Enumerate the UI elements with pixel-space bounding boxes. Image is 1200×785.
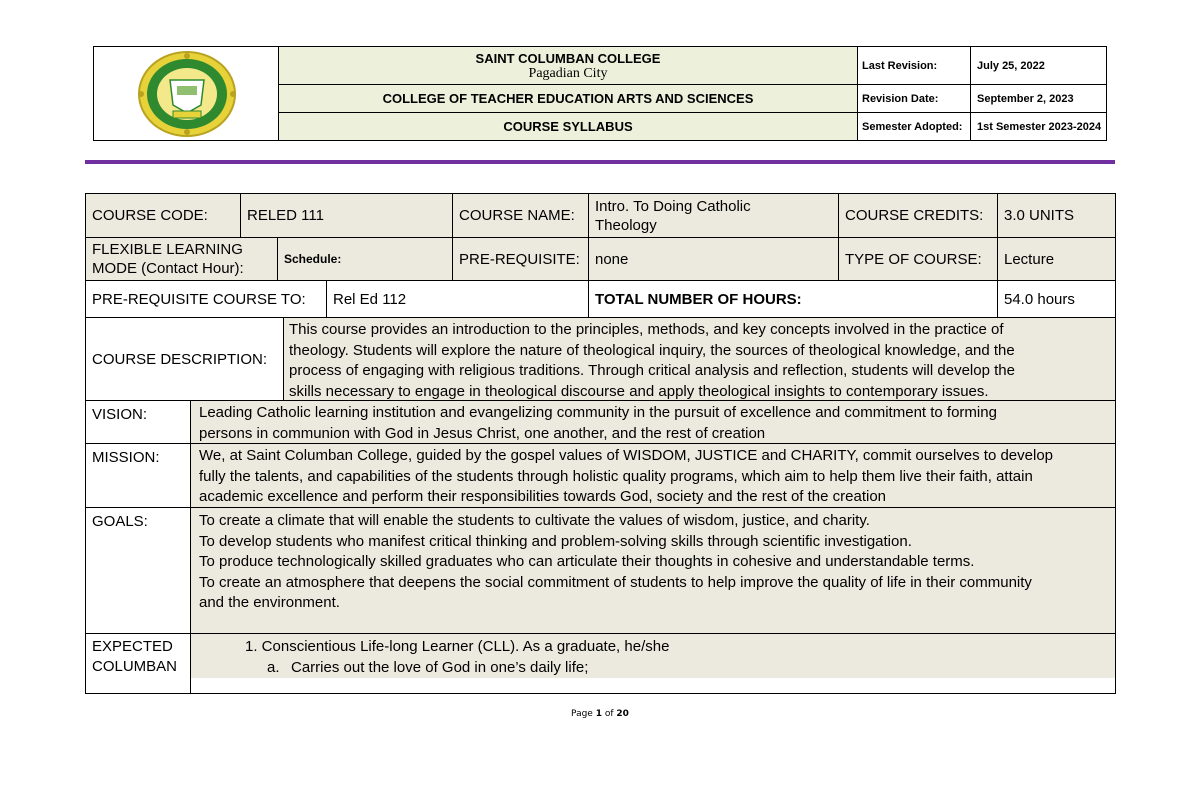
description-line: This course provides an introduction to the principles, methods, and key concepts involved in the practice of [289, 321, 1004, 338]
prereq-value-cell [588, 237, 839, 281]
course-type-label-cell [838, 237, 998, 281]
college-name: COLLEGE OF TEACHER EDUCATION ARTS AND SCIENCES [382, 91, 754, 106]
total-hours-value: 54.0 hours [1004, 290, 1075, 308]
course-credits-label-cell [838, 193, 998, 238]
vision-line: Leading Catholic learning institution and evangelizing community in the pursuit of excellence and commitment to forming [199, 404, 997, 421]
revision-date-label: Revision Date: [862, 92, 939, 105]
revision-date-value: September 2, 2023 [977, 92, 1074, 105]
last-revision-label: Last Revision: [862, 59, 938, 72]
learning-mode-label-2: MODE (Contact Hour): [92, 260, 244, 277]
college-cell [278, 84, 858, 113]
last-revision-value: July 25, 2022 [977, 59, 1045, 72]
prereq-label: PRE-REQUISITE: [459, 250, 580, 268]
goals-label: GOALS: [92, 513, 148, 530]
doc-type-cell [278, 112, 858, 141]
course-code-label-cell [85, 193, 241, 238]
page-of-label: of [604, 709, 614, 719]
description-line: skills necessary to engage in theological discourse and apply theological insights to contemporary issues. [289, 382, 989, 400]
goal-line: To produce technologically skilled graduates who can articulate their thoughts in cohesive and understandable terms. [199, 553, 975, 570]
school-name: SAINT COLUMBAN COLLEGE [475, 50, 661, 66]
goal-line: To create an atmosphere that deepens the social commitment of students to help improve the quality of life in their community [199, 573, 1032, 591]
mission-line: fully the talents, and capabilities of the students through holistic quality programs, which aim to help them live their faith, attain [199, 467, 1033, 485]
mission-text-cell [190, 443, 1116, 508]
last-revision-value-cell [970, 46, 1107, 85]
goal-line: To create a climate that will enable the students to cultivate the values of wisdom, justice, and charity. [199, 512, 870, 529]
total-hours-value-cell [997, 280, 1116, 318]
goal-line: and the environment. [199, 594, 340, 611]
prereq-to-label-cell [85, 280, 327, 318]
expected-text-cell [190, 633, 1116, 694]
school-title-cell [278, 46, 858, 85]
header-divider [85, 160, 1115, 164]
prereq-to-value-cell [326, 280, 589, 318]
expected-label-2: COLUMBAN [92, 658, 178, 675]
course-credits-value: 3.0 UNITS [1004, 207, 1075, 224]
expected-sub-a-marker: a. [267, 659, 280, 676]
course-credits-value-cell [997, 193, 1116, 238]
description-line: process of engaging with religious traditions. Through critical analysis and reflection, students will develop the [289, 362, 1015, 379]
schedule-cell [277, 237, 453, 281]
description-label-cell [85, 317, 284, 401]
expected-label-1: EXPECTED [92, 638, 173, 655]
course-name-value-cell [588, 193, 839, 238]
mission-label-cell [85, 443, 191, 508]
expected-sub-a-text: Carries out the love of God in one’s daily life; [291, 659, 589, 676]
total-hours-label-cell [588, 280, 998, 318]
course-name-label-cell [452, 193, 589, 238]
page-number: 1 [595, 709, 602, 719]
vision-label-cell [85, 400, 191, 444]
course-type-value: Lecture [1004, 250, 1055, 268]
vision-label: VISION: [92, 406, 148, 423]
mission-line: academic excellence and perform their responsibilities towards God, society and the rest of the creation [199, 488, 887, 505]
course-type-label: TYPE OF COURSE: [845, 250, 982, 268]
course-code-value: RELED 111 [247, 207, 324, 224]
vision-line: persons in communion with God in Jesus Christ, one another, and the rest of creation [199, 424, 766, 442]
semester-label: Semester Adopted: [862, 120, 963, 133]
schedule-label: Schedule: [284, 252, 342, 266]
page-footer [0, 709, 1200, 719]
total-pages: 20 [616, 709, 629, 719]
course-credits-label: COURSE CREDITS: [845, 207, 984, 224]
prereq-label-cell [452, 237, 589, 281]
goals-label-cell [85, 507, 191, 634]
total-hours-label: TOTAL NUMBER OF HOURS: [595, 290, 802, 308]
course-code-label: COURSE CODE: [92, 207, 208, 224]
doc-type: COURSE SYLLABUS [503, 119, 633, 134]
prereq-value: none [595, 250, 629, 268]
school-city: Pagadian City [528, 65, 608, 81]
course-type-value-cell [997, 237, 1116, 281]
course-name-line-1: Intro. To Doing Catholic [595, 197, 751, 215]
description-line: theology. Students will explore the nature of theological inquiry, the sources of theological knowledge, and the [289, 341, 1015, 359]
prereq-to-value: Rel Ed 112 [333, 290, 407, 308]
description-text-cell [283, 317, 1116, 401]
revision-date-label-cell [857, 84, 971, 113]
logo-cell [93, 46, 279, 141]
semester-label-cell [857, 112, 971, 141]
course-name-line-2: Theology [595, 216, 657, 234]
course-name-label: COURSE NAME: [459, 207, 575, 224]
learning-mode-label-1: FLEXIBLE LEARNING [92, 241, 243, 258]
expected-item-1: 1. Conscientious Life-long Learner (CLL). As a graduate, he/she [245, 638, 670, 655]
description-label: COURSE DESCRIPTION: [92, 350, 268, 368]
mission-line: We, at Saint Columban College, guided by the gospel values of WISDOM, JUSTICE and CHARITY, commit ourselves to develop [199, 447, 1054, 464]
vision-text-cell [190, 400, 1116, 444]
prereq-to-label: PRE-REQUISITE COURSE TO: [92, 290, 306, 308]
learning-mode-label-cell [85, 237, 278, 281]
school-seal [137, 50, 237, 138]
goals-text-cell [190, 507, 1116, 634]
semester-value-cell [970, 112, 1107, 141]
revision-date-value-cell [970, 84, 1107, 113]
goal-line: To develop students who manifest critical thinking and problem-solving skills through scientific investigation. [199, 532, 912, 550]
course-code-value-cell [240, 193, 453, 238]
expected-label-cell [85, 633, 191, 694]
last-revision-label-cell [857, 46, 971, 85]
mission-label: MISSION: [92, 449, 160, 466]
page-label: Page [571, 709, 593, 719]
semester-value: 1st Semester 2023-2024 [977, 120, 1102, 133]
